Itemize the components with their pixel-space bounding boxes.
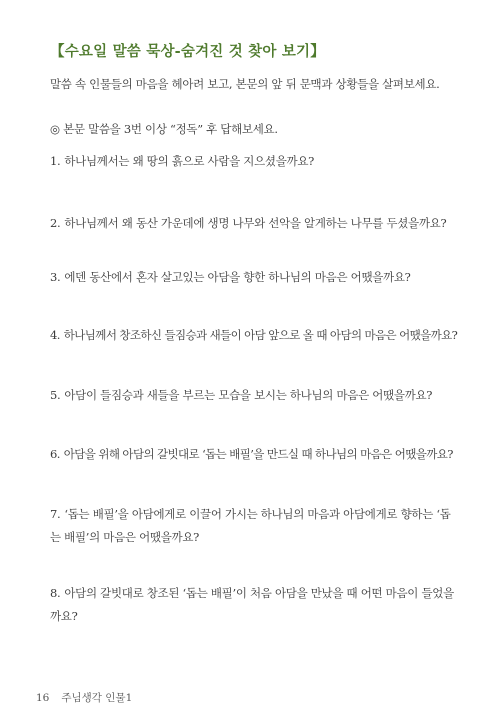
question-number: 5. bbox=[50, 388, 61, 402]
page-number: 16 bbox=[36, 692, 50, 704]
question-number: 6. bbox=[50, 447, 60, 461]
question-6 bbox=[50, 443, 460, 466]
question-text: 하나님께서 창조하신 들짐승과 새들이 아담 앞으로 올 때 아담의 마음은 어땠을까요? bbox=[63, 328, 458, 342]
question-5 bbox=[50, 384, 460, 407]
question-text: 아담의 갈빗대로 창조된 ‘돕는 배필’이 처음 아담을 만났을 때 어떤 마음이 들었을까요? bbox=[50, 586, 454, 623]
section-subtitle: 말씀 속 인물들의 마음을 헤아려 보고, 본문의 앞 뒤 문맥과 상황들을 살펴보세요. bbox=[50, 77, 440, 91]
question-1 bbox=[50, 150, 460, 173]
question-text: 하나님께서 왜 동산 가운데에 생명 나무와 선악을 알게하는 나무를 두셨을까요? bbox=[64, 216, 447, 230]
question-text: 에덴 동산에서 혼자 살고있는 아담을 향한 하나님의 마음은 어땠을까요? bbox=[64, 270, 411, 284]
question-text: ‘돕는 배필’을 아담에게로 이끌어 가시는 하나님의 마음과 아담에게로 향하는 ‘돕는 배필’의 마음은 어땠을까요? bbox=[50, 507, 451, 544]
question-number: 1. bbox=[50, 154, 61, 168]
section-title: 【수요일 말씀 묵상-숨겨진 것 찾아 보기】 bbox=[50, 44, 325, 60]
question-number: 7. bbox=[50, 507, 61, 521]
question-number: 4. bbox=[50, 328, 60, 342]
question-7 bbox=[50, 503, 460, 549]
question-text: 아담을 위해 아담의 갈빗대로 ‘돕는 배필’을 만드실 때 하나님의 마음은 어땠을까요? bbox=[63, 447, 453, 461]
page-footer bbox=[36, 690, 132, 705]
question-number: 3. bbox=[50, 270, 61, 284]
instruction-text: ◎ 본문 말씀을 3번 이상 “정독” 후 답해보세요. bbox=[50, 122, 278, 136]
question-2 bbox=[50, 212, 460, 235]
question-number: 8. bbox=[50, 586, 61, 600]
question-text: 아담이 들짐승과 새들을 부르는 모습을 보시는 하나님의 마음은 어땠을까요? bbox=[64, 388, 433, 402]
question-8 bbox=[50, 582, 460, 628]
question-number: 2. bbox=[50, 216, 61, 230]
question-4 bbox=[50, 324, 460, 347]
question-3 bbox=[50, 266, 460, 289]
question-text: 하나님께서는 왜 땅의 흙으로 사람을 지으셨을까요? bbox=[64, 154, 315, 168]
book-title: 주님생각 인물1 bbox=[61, 692, 133, 704]
